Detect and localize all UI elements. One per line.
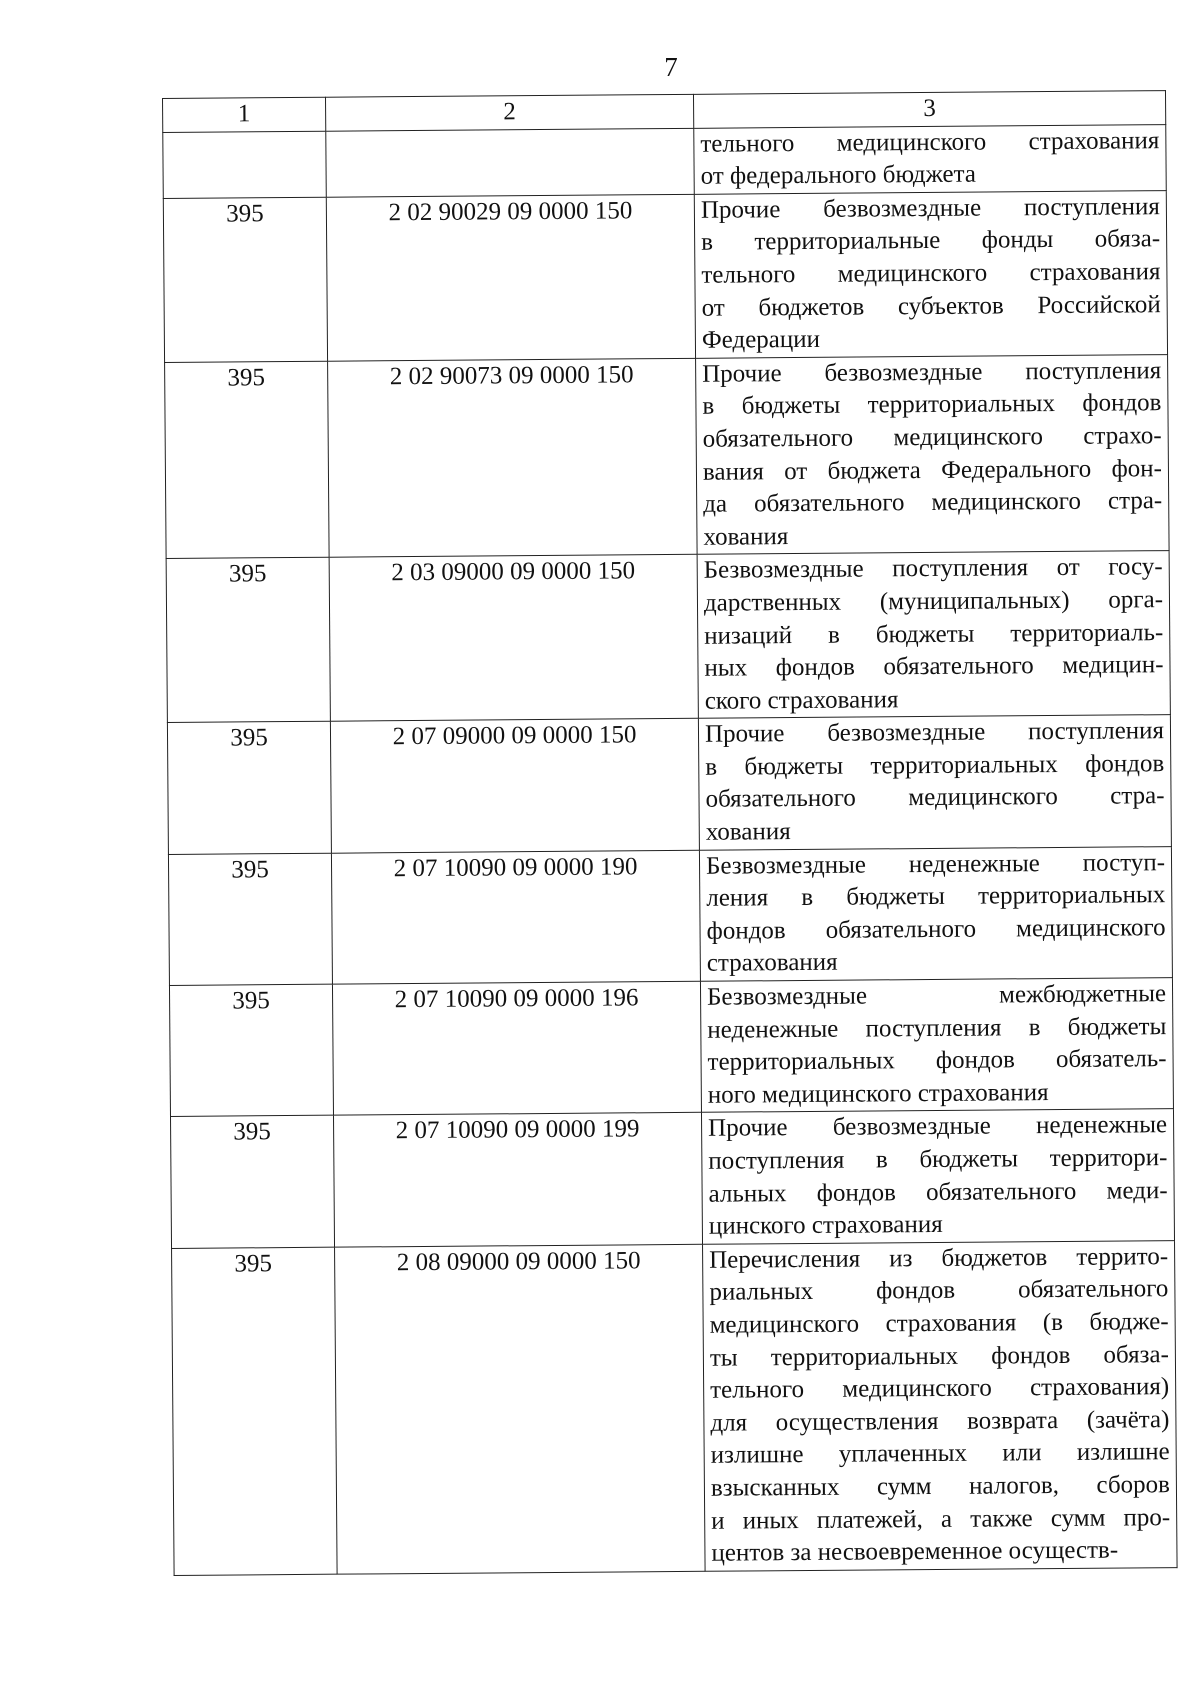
description-cell — [697, 551, 1170, 719]
description-line: риальных фондов обязательного — [709, 1275, 1169, 1307]
revenue-code-cell: 2 07 10090 09 0000 190 — [331, 850, 700, 984]
description-line: хования — [705, 818, 791, 846]
description-line: обязательного медицинского страхо- — [702, 422, 1162, 453]
description-line: в бюджеты территориальных фондов — [702, 389, 1162, 421]
description-line: вания от бюджета Федерального фон- — [702, 454, 1163, 486]
description-line: от федерального бюджета — [700, 160, 977, 190]
admin-code-cell: 395 — [165, 361, 330, 559]
revenue-code-cell: 2 03 09000 09 0000 150 — [329, 555, 698, 722]
table-row — [166, 551, 1170, 723]
header-col-2: 2 — [325, 94, 693, 130]
description-cell — [698, 715, 1171, 850]
table-row — [171, 1109, 1175, 1248]
header-col-1: 1 — [163, 97, 326, 132]
description-line: ты территориальных фондов обяза- — [709, 1340, 1170, 1372]
description-line: Федерации — [701, 325, 821, 354]
description-line: тельного медицинского страхования) — [710, 1373, 1170, 1404]
header-col-3: 3 — [693, 91, 1165, 128]
description-line: низаций в бюджеты территориаль- — [704, 618, 1164, 650]
table-row — [165, 354, 1170, 558]
description-line: поступления в бюджеты территори- — [708, 1144, 1168, 1175]
description-line: в бюджеты территориальных фондов — [705, 750, 1165, 781]
revenue-code-cell: 2 08 09000 09 0000 150 — [335, 1244, 706, 1574]
table-row — [167, 715, 1171, 854]
revenue-code-cell — [326, 128, 695, 197]
description-line: страхования — [706, 949, 838, 978]
admin-code-cell: 395 — [171, 1116, 335, 1249]
description-line: и иных платежей, а также сумм про- — [711, 1503, 1171, 1535]
revenue-code-cell: 2 07 09000 09 0000 150 — [330, 719, 699, 853]
description-cell — [699, 846, 1172, 981]
revenue-code-cell: 2 02 90029 09 0000 150 — [326, 194, 695, 361]
admin-code-cell: 395 — [168, 853, 332, 986]
description-cell — [701, 1109, 1174, 1244]
admin-code-cell — [163, 131, 327, 198]
description-line: тельного медицинского страхования — [701, 258, 1161, 289]
description-line: от бюджетов субъектов Российской — [701, 290, 1161, 322]
description-line: обязательного медицинского стра- — [705, 782, 1165, 814]
description-line: неденежные поступления в бюджеты — [707, 1012, 1167, 1044]
admin-code-cell: 395 — [169, 984, 333, 1117]
table-row — [163, 124, 1166, 198]
admin-code-cell: 395 — [167, 721, 331, 854]
description-line: альных фондов обязательного меди- — [708, 1176, 1168, 1208]
description-line: ных фондов обязательного медицин- — [704, 651, 1164, 682]
admin-code-cell: 395 — [172, 1247, 338, 1575]
table-body — [163, 124, 1177, 1575]
description-line: Прочие безвозмездные поступления — [702, 356, 1162, 388]
table-row — [163, 190, 1167, 362]
description-line: фондов обязательного медицинского — [706, 913, 1166, 945]
table-row — [169, 978, 1173, 1117]
table-row — [172, 1240, 1178, 1575]
description-line: Прочие безвозмездные поступления — [704, 717, 1165, 749]
description-line: Безвозмездные межбюджетные — [706, 980, 1167, 1011]
description-line: Перечисления из бюджетов террито- — [709, 1242, 1169, 1274]
description-line: цинского страхования — [708, 1211, 943, 1240]
description-line: излишне уплаченных или излишне — [710, 1438, 1170, 1470]
revenue-code-cell: 2 02 90073 09 0000 150 — [328, 358, 698, 557]
description-line: ского страхования — [704, 685, 899, 715]
table-row — [168, 846, 1172, 985]
description-line: тельного медицинского страхования — [700, 126, 1160, 158]
description-line: хования — [703, 522, 789, 551]
revenue-code-cell: 2 07 10090 09 0000 196 — [332, 981, 701, 1115]
description-line: для осуществления возврата (зачёта) — [710, 1405, 1170, 1437]
admin-code-cell: 395 — [163, 197, 327, 362]
description-cell — [694, 124, 1167, 194]
description-line: медицинского страхования (в бюдже- — [709, 1308, 1169, 1339]
description-line: Прочие безвозмездные неденежные — [708, 1111, 1168, 1143]
description-line: Безвозмездные неденежные поступ- — [705, 848, 1166, 880]
description-line: центов за несвоевременное осуществ- — [711, 1536, 1119, 1567]
revenue-code-cell: 2 07 10090 09 0000 199 — [333, 1113, 702, 1247]
description-cell — [696, 354, 1170, 554]
description-line: Прочие безвозмездные поступления — [700, 192, 1160, 224]
description-line: в территориальные фонды обяза- — [701, 225, 1161, 257]
description-line: территориальных фондов обязатель- — [707, 1045, 1167, 1076]
description-line: ного медицинского страхования — [707, 1078, 1049, 1109]
description-line: дарственных (муниципальных) орга- — [703, 586, 1164, 617]
description-cell — [700, 978, 1173, 1113]
description-cell — [694, 190, 1167, 358]
page-number: 7 — [664, 52, 678, 82]
description-line: ления в бюджеты территориальных — [706, 881, 1166, 912]
description-line: да обязательного медицинского стра- — [703, 487, 1163, 518]
admin-code-cell: 395 — [166, 558, 330, 723]
description-cell — [703, 1240, 1178, 1571]
budget-revenue-table — [162, 90, 1178, 1576]
description-line: Безвозмездные поступления от госу- — [703, 553, 1163, 585]
description-line: взысканных сумм налогов, сборов — [710, 1471, 1171, 1502]
